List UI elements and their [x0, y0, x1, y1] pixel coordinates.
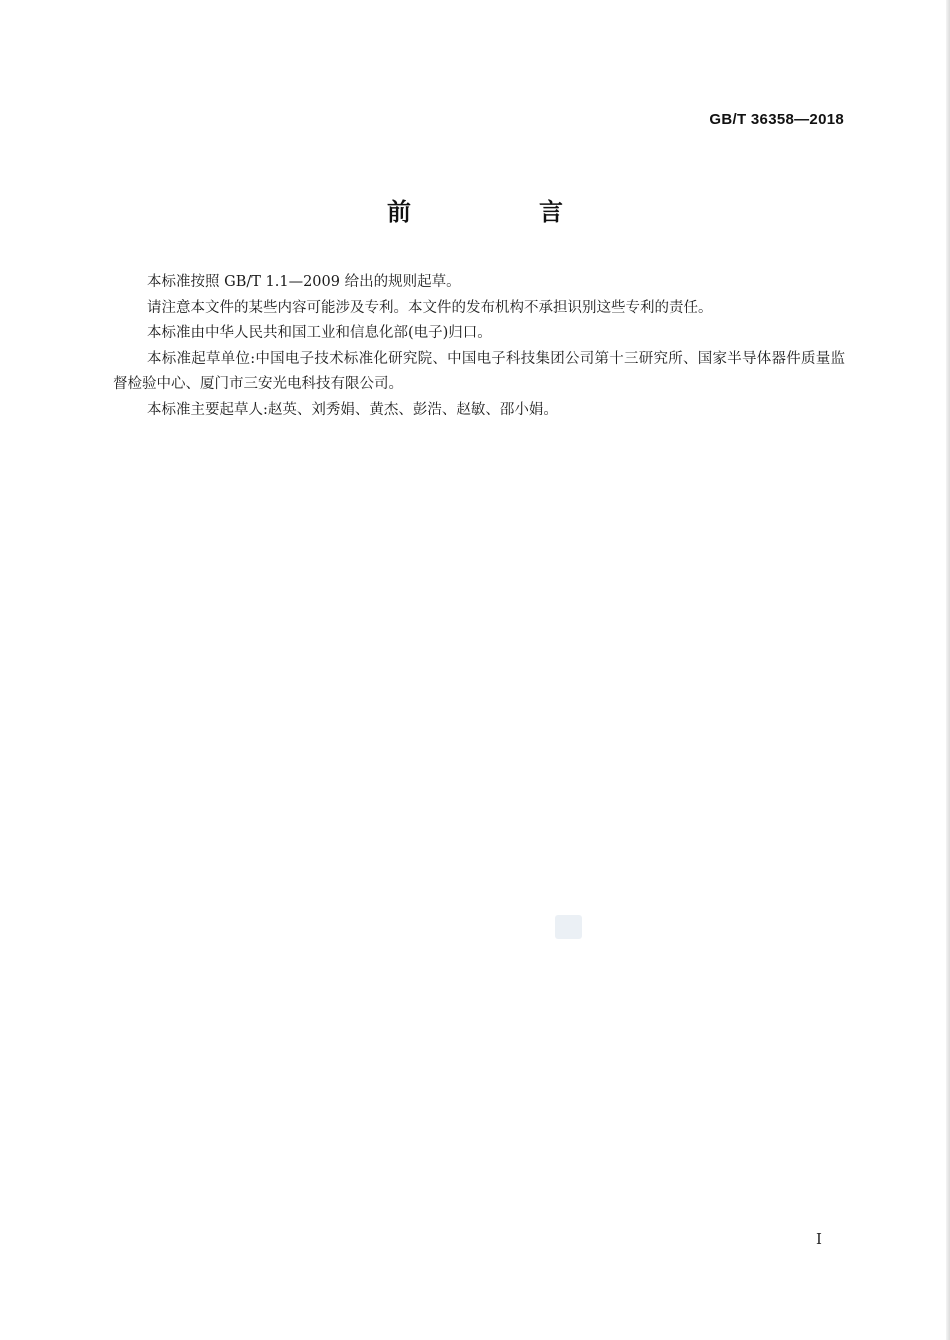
foreword-body: [113, 270, 845, 423]
paragraph-responsible-body: 本标准由中华人民共和国工业和信息化部(电子)归口。: [147, 325, 492, 341]
faint-watermark-mark: [555, 915, 582, 939]
paragraph-patent-notice: 请注意本文件的某些内容可能涉及专利。本文件的发布机构不承担识别这些专利的责任。: [147, 299, 713, 316]
paragraph-drafters: 本标准主要起草人:赵英、刘秀娟、黄杰、彭浩、赵敏、邵小娟。: [147, 401, 558, 418]
paragraph-drafting-units: 本标准起草单位:中国电子技术标准化研究院、中国电子科技集团公司第十三研究所、国家半导体器件质量监督检验中心、厦门市三安光电科技有限公司。: [113, 350, 845, 392]
page-title: 前 言: [387, 198, 615, 226]
standard-code: GB/T 36358—2018: [709, 111, 844, 128]
paragraph-drafting-rules: 本标准按照 GB/T 1.1—2009 给出的规则起草。: [147, 274, 461, 290]
page-number: I: [816, 1230, 822, 1248]
